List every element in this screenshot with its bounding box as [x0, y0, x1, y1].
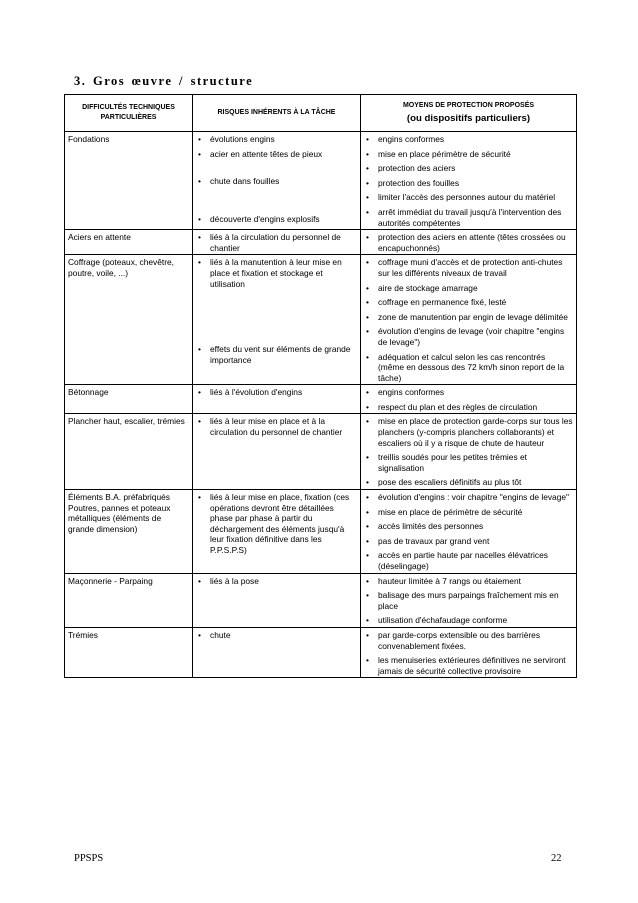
risks-cell — [193, 255, 361, 385]
bullet-icon: • — [198, 232, 201, 243]
bullet-icon: • — [366, 492, 369, 503]
bullet-icon: • — [366, 401, 369, 412]
measure-item-text: mise en place périmètre de sécurité — [378, 148, 511, 159]
measure-item-text: treillis soudés pour les petites trémies et signalisation — [378, 452, 527, 473]
measure-item — [364, 134, 573, 145]
risk-item — [196, 257, 357, 289]
measure-item — [364, 550, 573, 571]
bullet-icon: • — [198, 213, 201, 224]
bullet-icon: • — [366, 535, 369, 546]
risks-list — [196, 416, 357, 437]
measure-item — [364, 416, 573, 448]
bullet-icon: • — [198, 629, 201, 640]
measure-item — [364, 352, 573, 384]
measure-item-text: pas de travaux par grand vent — [378, 535, 490, 546]
header-risks: RISQUES INHÉRENTS À LA TÂCHE — [193, 95, 361, 132]
risk-item — [196, 134, 357, 145]
measure-item-text: les menuiseries extérieures définitives ne serviront jamais de sécurité collective provisoire — [378, 655, 566, 676]
risks-list — [196, 134, 357, 224]
bullet-icon: • — [366, 387, 369, 398]
risk-item-text: liés à leur mise en place et à la circulation du personnel de chantier — [210, 416, 343, 438]
measures-list — [364, 576, 573, 626]
bullet-icon: • — [366, 134, 369, 144]
bullet-icon: • — [366, 148, 369, 159]
measure-item — [364, 192, 573, 203]
risks-list — [196, 492, 357, 556]
bullet-icon: • — [366, 506, 369, 517]
measure-item-text: coffrage en permanence fixé, lesté — [378, 297, 507, 308]
risks-list — [196, 387, 357, 398]
measures-cell — [361, 230, 577, 255]
risk-item-text: liés à la manutention à leur mise en place et fixation et stockage et utilisation — [210, 257, 342, 289]
measure-item — [364, 630, 573, 651]
risk-item-text: évolutions engins — [210, 134, 275, 144]
measures-cell — [361, 490, 577, 574]
risk-item — [196, 149, 357, 160]
measure-item-text: balisage des murs parpaings fraîchement mis en place — [378, 590, 559, 611]
bullet-icon: • — [366, 452, 369, 463]
bullet-icon: • — [366, 655, 369, 666]
risks-cell — [193, 230, 361, 255]
measure-item — [364, 590, 573, 611]
task-cell: Trémies — [65, 627, 193, 677]
measure-item — [364, 163, 573, 174]
table-row — [65, 490, 577, 574]
measure-item-text: par garde-corps extensible ou des barrières convenablement fixées. — [378, 629, 541, 651]
measures-list — [364, 257, 573, 383]
risks-list — [196, 232, 357, 253]
bullet-icon: • — [366, 282, 369, 293]
bullet-icon: • — [366, 192, 369, 203]
task-cell: Plancher haut, escalier, trémies — [65, 414, 193, 490]
measure-item-text: évolution d'engins : voir chapitre "engins de levage" — [378, 492, 569, 503]
measures-cell — [361, 255, 577, 385]
measures-cell — [361, 132, 577, 230]
measure-item-text: engins conformes — [378, 387, 445, 398]
measure-item-text: coffrage muni d'accès et de protection anti-chutes sur les différents niveaux de travail — [378, 257, 563, 278]
measure-item — [364, 297, 573, 308]
risk-item — [196, 176, 357, 187]
bullet-icon: • — [366, 629, 369, 640]
bullet-icon: • — [366, 615, 369, 626]
measure-item — [364, 326, 573, 347]
risk-item-text: acier en attente têtes de pieux — [210, 148, 323, 159]
risk-item — [196, 630, 357, 641]
risk-item — [196, 492, 357, 556]
section-title: 3. Gros œuvre / structure — [74, 74, 254, 88]
bullet-icon: • — [198, 387, 201, 398]
task-cell: Éléments B.A. préfabriqués Poutres, pannes et poteaux métalliques (éléments de grande dimension) — [65, 490, 193, 574]
measures-cell — [361, 627, 577, 677]
bullet-icon: • — [366, 232, 369, 243]
measure-item-text: respect du plan et des règles de circulation — [378, 401, 538, 412]
header-protection-sub: (ou dispositifs particuliers) — [406, 113, 531, 124]
risk-item-text: effets du vent sur éléments de grande importance — [210, 344, 351, 365]
bullet-icon: • — [366, 257, 369, 268]
table-row — [65, 627, 577, 677]
measures-list — [364, 492, 573, 572]
risk-item-text: découverte d'engins explosifs — [210, 213, 320, 224]
measure-item-text: aire de stockage amarrage — [378, 282, 478, 293]
risks-list — [196, 257, 357, 365]
risks-cell — [193, 385, 361, 414]
measure-item-text: arrêt immédiat du travail jusqu'à l'intervention des autorités compétentes — [378, 206, 562, 228]
measures-list — [364, 387, 573, 412]
risk-table — [64, 94, 577, 678]
measures-cell — [361, 385, 577, 414]
risk-item-text: liés à la pose — [210, 575, 259, 586]
bullet-icon: • — [366, 206, 369, 217]
risks-list — [196, 576, 357, 587]
bullet-icon: • — [198, 148, 201, 159]
risk-item-text: liés à leur mise en place, fixation (ces opérations devront être détaillées phase par phase à partir du déchargement des éléments jusqu'à leur fixation définitive dans les P.P.S.P.S) — [210, 492, 350, 555]
measure-item-text: évolution d'engins de levage (voir chapitre "engins de levage") — [378, 326, 565, 347]
measure-item — [364, 402, 573, 413]
bullet-icon: • — [366, 163, 369, 174]
header-protection: MOYENS DE PROTECTION PROPOSÉS (ou dispositifs particuliers) — [361, 95, 577, 132]
bullet-icon: • — [366, 575, 369, 586]
table-body — [65, 132, 577, 678]
risk-item — [196, 232, 357, 253]
bullet-icon: • — [366, 311, 369, 322]
table-row — [65, 132, 577, 230]
measures-list — [364, 134, 573, 228]
bullet-icon: • — [198, 257, 201, 268]
measures-list — [364, 630, 573, 676]
task-cell: Bétonnage — [65, 385, 193, 414]
measure-item — [364, 178, 573, 189]
measure-item — [364, 232, 573, 253]
risks-cell — [193, 132, 361, 230]
measure-item — [364, 257, 573, 278]
measure-item — [364, 576, 573, 587]
risk-item — [196, 416, 357, 437]
measure-item-text: adéquation et calcul selon les cas rencontrés (même en dessous des 72 km/h sinon report de la tâche) — [378, 351, 565, 383]
risk-item-text: chute — [210, 629, 231, 640]
measure-item — [364, 655, 573, 676]
bullet-icon: • — [198, 344, 201, 355]
task-cell: Fondations — [65, 132, 193, 230]
bullet-icon: • — [366, 477, 369, 488]
bullet-icon: • — [198, 416, 201, 427]
measure-item — [364, 149, 573, 160]
task-cell: Coffrage (poteaux, chevêtre, poutre, voile, ...) — [65, 255, 193, 385]
table-row — [65, 573, 577, 627]
bullet-icon: • — [366, 326, 369, 337]
footer-doc-label: PPSPS — [74, 853, 104, 864]
bullet-icon: • — [198, 575, 201, 586]
bullet-icon: • — [366, 351, 369, 362]
measure-item-text: mise en place de périmètre de sécurité — [378, 506, 523, 517]
measure-item-text: accès en partie haute par nacelles élévatrices (déselingage) — [378, 550, 548, 571]
measure-item-text: protection des fouilles — [378, 177, 460, 188]
measure-item-text: pose des escaliers définitifs au plus tôt — [378, 477, 522, 488]
measure-item-text: mise en place de protection garde-corps sur tous les planchers (y-compris planchers collaborants) et escaliers où il y a risque de chute de hauteur — [378, 416, 573, 448]
measure-item — [364, 387, 573, 398]
bullet-icon: • — [366, 297, 369, 308]
bullet-icon: • — [366, 550, 369, 561]
bullet-icon: • — [366, 590, 369, 601]
measure-item-text: limiter l'accès des personnes autour du matériel — [378, 192, 556, 203]
measures-list — [364, 232, 573, 253]
risks-cell — [193, 627, 361, 677]
measure-item — [364, 521, 573, 532]
measure-item — [364, 536, 573, 547]
bullet-icon: • — [366, 521, 369, 532]
measures-list — [364, 416, 573, 488]
table-header-row — [65, 95, 577, 132]
bullet-icon: • — [198, 134, 201, 144]
risks-cell — [193, 490, 361, 574]
risks-cell — [193, 414, 361, 490]
table-row — [65, 230, 577, 255]
header-difficulties: DIFFICULTÉS TECHNIQUES PARTICULIÈRES — [65, 95, 193, 132]
risk-item — [196, 576, 357, 587]
risk-item-text: liés à l'évolution d'engins — [210, 387, 303, 398]
measure-item — [364, 312, 573, 323]
table-row — [65, 385, 577, 414]
risks-cell — [193, 573, 361, 627]
measure-item-text: hauteur limitée à 7 rangs ou étaiement — [378, 575, 521, 586]
measure-item — [364, 452, 573, 473]
risks-list — [196, 630, 357, 641]
risk-item-text: liés à la circulation du personnel de chantier — [210, 232, 341, 253]
measure-item-text: protection des aciers — [378, 163, 456, 174]
measures-cell — [361, 414, 577, 490]
measure-item — [364, 283, 573, 294]
measure-item — [364, 477, 573, 488]
bullet-icon: • — [198, 176, 201, 187]
page-number: 22 — [551, 853, 562, 864]
measure-item-text: engins conformes — [378, 134, 445, 144]
measure-item-text: utilisation d'échafaudage conforme — [378, 615, 508, 626]
measure-item — [364, 615, 573, 626]
measure-item — [364, 492, 573, 503]
measure-item-text: accès limités des personnes — [378, 521, 484, 532]
task-cell: Maçonnerie - Parpaing — [65, 573, 193, 627]
bullet-icon: • — [366, 177, 369, 188]
risk-item-text: chute dans fouilles — [210, 176, 280, 187]
risk-item — [196, 387, 357, 398]
table-row — [65, 414, 577, 490]
bullet-icon: • — [366, 416, 369, 427]
measure-item — [364, 207, 573, 228]
measure-item — [364, 507, 573, 518]
measure-item-text: protection des aciers en attente (têtes crossées ou encapuchonnés) — [378, 232, 566, 253]
table-row — [65, 255, 577, 385]
measure-item-text: zone de manutention par engin de levage délimitée — [378, 311, 568, 322]
measures-cell — [361, 573, 577, 627]
bullet-icon: • — [198, 492, 201, 503]
task-cell: Aciers en attente — [65, 230, 193, 255]
risk-item — [196, 214, 357, 225]
risk-item — [196, 344, 357, 365]
